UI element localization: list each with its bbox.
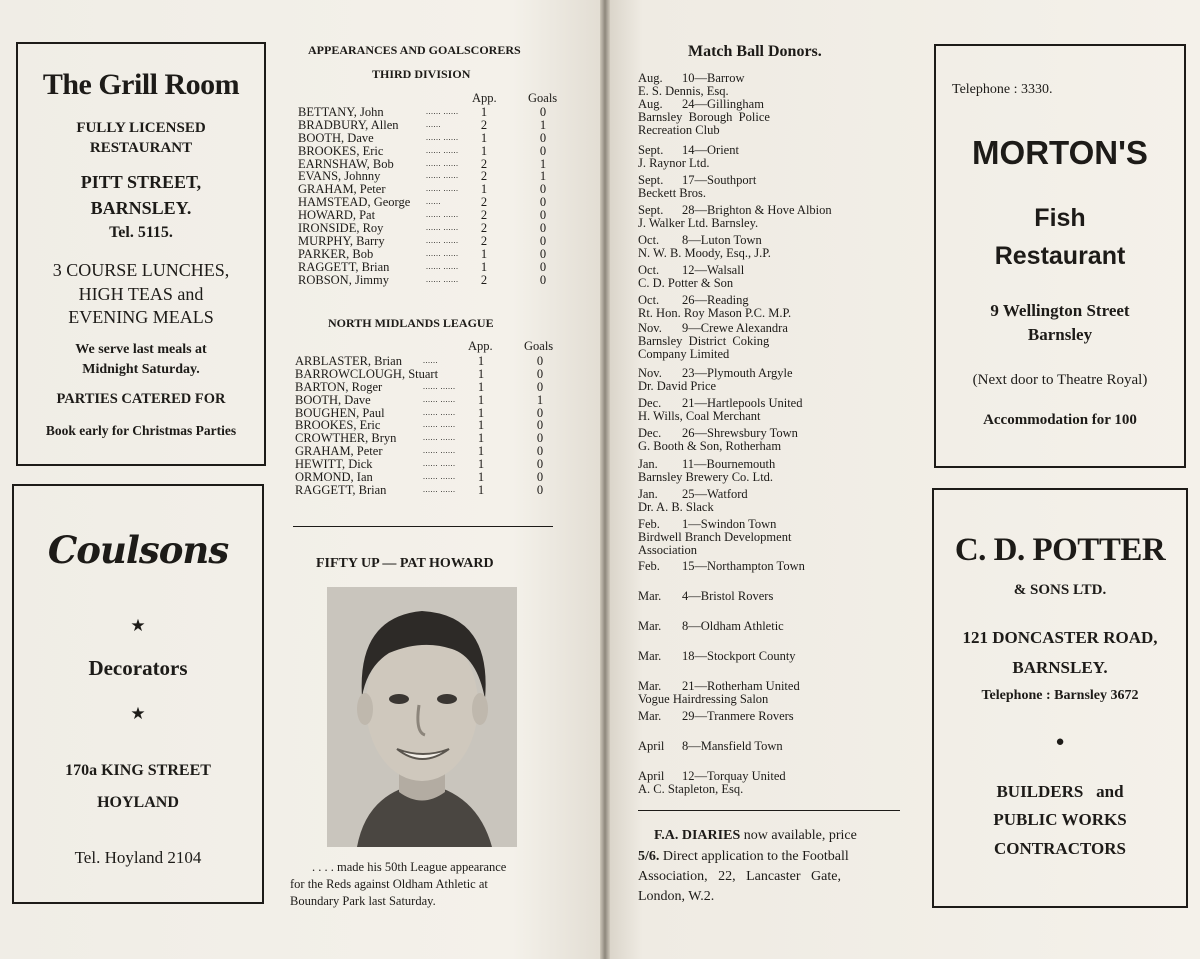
player-name: PARKER, Bob [298, 246, 374, 261]
potter-contractors: CONTRACTORS [994, 839, 1126, 858]
third-division-title: THIRD DIVISION [372, 67, 471, 81]
player-name: HAMSTEAD, George [298, 195, 411, 210]
divider [638, 810, 900, 811]
fixture-month: Nov. [638, 366, 662, 380]
player-name: BETTANY, John [298, 105, 384, 119]
mortons-advert [934, 44, 1186, 468]
player-name: RAGGETT, Brian [298, 259, 390, 274]
north-midlands-app-header: App. [468, 339, 493, 353]
donor-name: Barnsley District Coking [638, 334, 770, 348]
grill-room-teas: HIGH TEAS and [78, 284, 204, 304]
leader-dots: ...... ...... [426, 248, 459, 258]
north-midlands-goals-header: Goals [524, 339, 554, 353]
portrait-illustration [327, 587, 517, 847]
match-ball-title: Match Ball Donors. [688, 43, 822, 60]
goals-value: 0 [536, 444, 544, 459]
table-row [298, 261, 568, 274]
goals-value: 0 [539, 233, 547, 248]
grill-room-lunches: 3 COURSE LUNCHES, [52, 260, 230, 280]
donor-fixture [638, 770, 786, 783]
leader-dots: ...... ...... [423, 472, 456, 482]
table-row [295, 368, 565, 381]
appearances-value: 2 [480, 117, 488, 132]
player-name: HEWITT, Dick [295, 457, 373, 472]
appearances-value: 1 [477, 379, 485, 394]
table-row [298, 248, 568, 261]
fixture-month: Mar. [638, 589, 662, 603]
donor-fixture [638, 204, 832, 217]
donor-fixture [638, 397, 802, 410]
leader-dots: ...... ...... [423, 459, 456, 469]
third-division-goals-header: Goals [528, 91, 558, 105]
table-row [295, 381, 565, 394]
fixture-month: Jan. [638, 457, 658, 471]
fixture-opponent: 12—Torquay United [682, 769, 786, 783]
fixture-opponent: 11—Bournemouth [682, 457, 776, 471]
grill-room-evening: EVENING MEALS [68, 307, 214, 327]
grill-room-last-meals: We serve last meals at [75, 342, 207, 357]
star-icon: ★ [130, 616, 146, 635]
leader-dots: ...... ...... [426, 184, 459, 194]
goals-value: 0 [536, 482, 544, 497]
star-icon: ★ [130, 704, 146, 723]
fixture-opponent: 1—Swindon Town [682, 517, 777, 531]
donor-name: H. Wills, Coal Merchant [638, 409, 761, 423]
pat-howard-photo [327, 587, 517, 847]
book-spine [600, 0, 610, 959]
fixture-month: Oct. [638, 263, 660, 277]
fixture-opponent: 9—Crewe Alexandra [682, 321, 788, 335]
leader-dots: ...... [426, 119, 441, 129]
fixture-month: Sept. [638, 173, 664, 187]
appearances-value: 2 [480, 272, 488, 287]
player-name: MURPHY, Barry [298, 233, 385, 248]
potter-town: BARNSLEY. [1012, 658, 1108, 677]
fixture-opponent: 8—Luton Town [682, 233, 762, 247]
table-row [295, 471, 565, 484]
player-name: BOOTH, Dave [295, 392, 371, 407]
table-row [298, 222, 568, 235]
mortons-title: MORTON'S [972, 134, 1148, 171]
fa-diaries-line-2 [638, 849, 849, 865]
leader-dots: ...... ...... [426, 145, 459, 155]
player-name: BOUGHEN, Paul [295, 405, 385, 420]
leader-dots: ...... ...... [426, 235, 459, 245]
appearances-value: 2 [480, 156, 488, 171]
goals-value: 1 [539, 156, 547, 171]
leader-dots: ...... ...... [423, 381, 456, 391]
fifty-up-caption-1: . . . . made his 50th League appearance [312, 860, 507, 874]
donor-fixture [638, 427, 798, 440]
appearances-value: 1 [477, 444, 485, 459]
table-row [298, 235, 568, 248]
leader-dots: ...... [426, 197, 441, 207]
player-name: BROOKES, Eric [298, 143, 384, 158]
fa-diaries-text: now available, price [740, 828, 857, 843]
goals-value: 0 [539, 130, 547, 145]
donor-fixture [638, 560, 805, 573]
player-name: GRAHAM, Peter [298, 182, 386, 197]
potter-title: C. D. POTTER [954, 532, 1166, 568]
appearances-value: 2 [480, 195, 488, 210]
fixture-month: Feb. [638, 559, 660, 573]
coulsons-decorators: Decorators [88, 656, 188, 680]
table-row [295, 484, 565, 497]
appearances-value: 1 [477, 418, 485, 433]
donor-name: Barnsley Brewery Co. Ltd. [638, 470, 774, 484]
donor-name: Association [638, 543, 698, 557]
north-midlands-table [295, 355, 565, 497]
grill-room-tel: Tel. 5115. [109, 224, 173, 241]
goals-value: 0 [539, 246, 547, 261]
grill-room-town: BARNSLEY. [90, 198, 192, 218]
appearances-value: 1 [480, 130, 488, 145]
leader-dots: ...... ...... [426, 158, 459, 168]
donor-name: J. Raynor Ltd. [638, 156, 710, 170]
donor-fixture [638, 144, 739, 157]
donor-name: Recreation Club [638, 123, 720, 137]
mortons-restaurant: Restaurant [994, 242, 1126, 270]
player-name: CROWTHER, Bryn [295, 431, 397, 446]
third-division-app-header: App. [472, 91, 497, 105]
fixture-month: Dec. [638, 396, 662, 410]
goals-value: 1 [536, 392, 544, 407]
leader-dots: ...... [423, 356, 438, 365]
donor-name: Dr. A. B. Slack [638, 500, 714, 514]
fixture-month: April [638, 739, 665, 753]
donor-fixture [638, 264, 744, 277]
table-row [298, 119, 568, 132]
potter-builders: BUILDERS and [996, 782, 1124, 801]
fixture-opponent: 10—Barrow [682, 71, 745, 85]
leader-dots: ...... ...... [423, 446, 456, 456]
grill-room-parties: PARTIES CATERED FOR [56, 391, 226, 407]
donor-fixture [638, 367, 793, 380]
goals-value: 0 [539, 182, 547, 197]
appearances-value: 2 [480, 233, 488, 248]
player-name: ARBLASTER, Brian [295, 354, 402, 368]
fixture-month: Mar. [638, 679, 662, 693]
fixture-month: Dec. [638, 426, 662, 440]
goals-value: 0 [536, 366, 544, 381]
fixture-month: Oct. [638, 233, 660, 247]
leader-dots: ...... ...... [426, 261, 459, 271]
divider [293, 526, 553, 527]
north-midlands-title: NORTH MIDLANDS LEAGUE [328, 316, 494, 330]
goals-value: 0 [539, 105, 547, 119]
goals-value: 1 [539, 117, 547, 132]
potter-public-works: PUBLIC WORKS [993, 810, 1127, 829]
grill-room-restaurant: RESTAURANT [89, 140, 193, 156]
fa-diaries-line-1 [654, 828, 857, 844]
goals-value: 0 [536, 431, 544, 446]
goals-value: 0 [536, 470, 544, 485]
potter-advert [932, 488, 1188, 908]
player-name: BARROWCLOUGH, Stuart [295, 366, 439, 381]
donor-fixture [638, 620, 784, 633]
appearances-value: 1 [477, 457, 485, 472]
table-row [295, 355, 565, 368]
donor-fixture [638, 98, 764, 111]
player-name: BRADBURY, Allen [298, 117, 399, 132]
fixture-opponent: 15—Northampton Town [682, 559, 805, 573]
coulsons-tel: Tel. Hoyland 2104 [74, 848, 202, 867]
fixture-month: Aug. [638, 71, 663, 85]
donor-fixture [638, 488, 748, 501]
bullet-icon: ● [1055, 734, 1065, 750]
goals-value: 0 [539, 259, 547, 274]
leader-dots: ...... ...... [426, 132, 459, 142]
fifty-up-caption-3: Boundary Park last Saturday. [290, 894, 436, 908]
donor-fixture [638, 590, 773, 603]
donor-fixture [638, 650, 796, 663]
coulsons-advert [12, 484, 264, 904]
fixture-month: Aug. [638, 97, 663, 111]
fixture-opponent: 12—Walsall [682, 263, 745, 277]
donor-fixture [638, 680, 800, 693]
grill-room-advert [16, 42, 266, 466]
donor-fixture [638, 234, 762, 247]
fixture-month: Mar. [638, 649, 662, 663]
goals-value: 1 [539, 169, 547, 184]
donor-fixture [638, 518, 776, 531]
fixture-opponent: 17—Southport [682, 173, 757, 187]
donor-name: N. W. B. Moody, Esq., J.P. [638, 246, 771, 260]
fifty-up-caption-2: for the Reds against Oldham Athletic at [290, 877, 488, 891]
leader-dots: ...... ...... [426, 171, 459, 181]
leader-dots: ...... ...... [423, 433, 456, 443]
donor-name: Vogue Hairdressing Salon [638, 692, 769, 706]
donor-name: Birdwell Branch Development [638, 530, 792, 544]
appearances-value: 1 [477, 366, 485, 381]
player-name: BROOKES, Eric [295, 418, 381, 433]
appearances-value: 1 [477, 405, 485, 420]
player-name: BARTON, Roger [295, 379, 383, 394]
table-row [298, 274, 568, 287]
fa-diaries-line-4: London, W.2. [638, 889, 715, 904]
donor-fixture [638, 458, 775, 471]
donor-name: Dr. David Price [638, 379, 717, 393]
fixture-month: Sept. [638, 143, 664, 157]
player-name: GRAHAM, Peter [295, 444, 383, 459]
leader-dots: ...... ...... [426, 210, 459, 220]
donor-fixture [638, 174, 756, 187]
fixture-opponent: 8—Oldham Athletic [682, 619, 784, 633]
leader-dots: ...... ...... [423, 394, 456, 404]
fa-diaries-line-3: Association, 22, Lancaster Gate, [638, 869, 841, 884]
appearances-value: 2 [480, 208, 488, 223]
donor-name: C. D. Potter & Son [638, 276, 734, 290]
fixture-opponent: 18—Stockport County [682, 649, 796, 663]
goals-value: 0 [539, 221, 547, 236]
donor-name: G. Booth & Son, Rotherham [638, 439, 782, 453]
fixture-opponent: 26—Shrewsbury Town [682, 426, 798, 440]
goals-value: 0 [536, 405, 544, 420]
fixture-month: Mar. [638, 709, 662, 723]
fixture-month: Oct. [638, 293, 660, 307]
leader-dots: ...... ...... [423, 407, 456, 417]
appearances-value: 1 [477, 431, 485, 446]
appearances-value: 1 [477, 354, 485, 368]
fixture-month: Mar. [638, 619, 662, 633]
fixture-month: Nov. [638, 321, 662, 335]
appearances-value: 1 [477, 392, 485, 407]
donor-fixture [638, 710, 794, 723]
table-row [295, 394, 565, 407]
appearances-value: 1 [480, 259, 488, 274]
donor-fixture [638, 294, 749, 307]
fixture-opponent: 28—Brighton & Hove Albion [682, 203, 832, 217]
fixture-opponent: 24—Gillingham [682, 97, 764, 111]
leader-dots: ...... ...... [426, 223, 459, 233]
appearances-value: 1 [480, 143, 488, 158]
donor-name: E. S. Dennis, Esq. [638, 84, 729, 98]
mortons-town: Barnsley [1027, 325, 1093, 344]
fixture-opponent: 25—Watford [682, 487, 748, 501]
appearances-value: 2 [480, 221, 488, 236]
donor-fixture [638, 322, 788, 335]
potter-road: 121 DONCASTER ROAD, [962, 628, 1158, 647]
player-name: BOOTH, Dave [298, 130, 374, 145]
appearances-value: 1 [480, 182, 488, 197]
grill-room-christmas: Book early for Christmas Parties [45, 423, 237, 438]
donor-name: Barnsley Borough Police [638, 110, 770, 124]
stats-heading: APPEARANCES AND GOALSCORERS [308, 43, 521, 57]
fixture-opponent: 21—Hartlepools United [682, 396, 803, 410]
fifty-up-title: FIFTY UP — PAT HOWARD [316, 556, 494, 571]
coulsons-title: Coulsons [47, 528, 229, 572]
player-name: EVANS, Johnny [298, 169, 381, 184]
grill-room-midnight: Midnight Saturday. [82, 362, 200, 377]
player-name: IRONSIDE, Roy [298, 221, 384, 236]
donor-fixture [638, 72, 745, 85]
goals-value: 0 [539, 143, 547, 158]
potter-telephone: Telephone : Barnsley 3672 [981, 688, 1139, 703]
table-row [298, 106, 568, 119]
fixture-opponent: 26—Reading [682, 293, 749, 307]
fixture-opponent: 23—Plymouth Argyle [682, 366, 793, 380]
appearances-value: 1 [477, 482, 485, 497]
player-name: ROBSON, Jimmy [298, 272, 389, 287]
fixture-month: Sept. [638, 203, 664, 217]
coulsons-street: 170a KING STREET [65, 762, 211, 779]
fa-diaries-label: F.A. DIARIES [654, 828, 741, 843]
donor-fixture [638, 740, 783, 753]
grill-room-title: The Grill Room [42, 68, 240, 101]
fa-diaries-text: Direct application to the Football [659, 849, 849, 864]
coulsons-town: HOYLAND [97, 794, 179, 811]
table-row [298, 132, 568, 145]
fixture-opponent: 14—Orient [682, 143, 739, 157]
appearances-value: 1 [477, 470, 485, 485]
fixture-month: April [638, 769, 665, 783]
appearances-value: 1 [480, 246, 488, 261]
player-name: ORMOND, Ian [295, 470, 373, 485]
goals-value: 0 [539, 272, 547, 287]
fixture-month: Jan. [638, 487, 658, 501]
fixture-month: Feb. [638, 517, 660, 531]
mortons-accommodation: Accommodation for 100 [983, 412, 1137, 428]
donor-name: Beckett Bros. [638, 186, 707, 200]
goals-value: 0 [539, 195, 547, 210]
third-division-table [298, 106, 568, 286]
leader-dots: ...... ...... [426, 274, 459, 284]
leader-dots: ...... ...... [426, 107, 459, 116]
grill-room-licensed: FULLY LICENSED [76, 120, 206, 136]
donor-name: J. Walker Ltd. Barnsley. [638, 216, 759, 230]
appearances-value: 1 [480, 105, 488, 119]
table-row [298, 145, 568, 158]
goals-value: 0 [536, 354, 544, 368]
leader-dots: ...... ...... [423, 484, 456, 494]
mortons-fish: Fish [1034, 204, 1086, 232]
appearances-value: 2 [480, 169, 488, 184]
goals-value: 0 [536, 418, 544, 433]
mortons-telephone: Telephone : 3330. [952, 82, 1053, 97]
player-name: HOWARD, Pat [298, 208, 376, 223]
mortons-street: 9 Wellington Street [990, 301, 1130, 320]
donor-name: Rt. Hon. Roy Mason P.C. M.P. [638, 306, 792, 320]
donor-name: Company Limited [638, 347, 730, 361]
grill-room-street: PITT STREET, [80, 172, 202, 192]
potter-sons: & SONS LTD. [1013, 582, 1107, 598]
player-name: RAGGETT, Brian [295, 482, 387, 497]
player-name: EARNSHAW, Bob [298, 156, 394, 171]
goals-value: 0 [539, 208, 547, 223]
donor-name: A. C. Stapleton, Esq. [638, 782, 744, 796]
mortons-next-door: (Next door to Theatre Royal) [972, 372, 1148, 388]
fixture-opponent: 8—Mansfield Town [682, 739, 783, 753]
leader-dots: ...... ...... [423, 420, 456, 430]
fa-diaries-price: 5/6. [638, 849, 660, 864]
fixture-opponent: 4—Bristol Rovers [682, 589, 774, 603]
goals-value: 0 [536, 379, 544, 394]
goals-value: 0 [536, 457, 544, 472]
fixture-opponent: 29—Tranmere Rovers [682, 709, 794, 723]
fixture-opponent: 21—Rotherham United [682, 679, 800, 693]
